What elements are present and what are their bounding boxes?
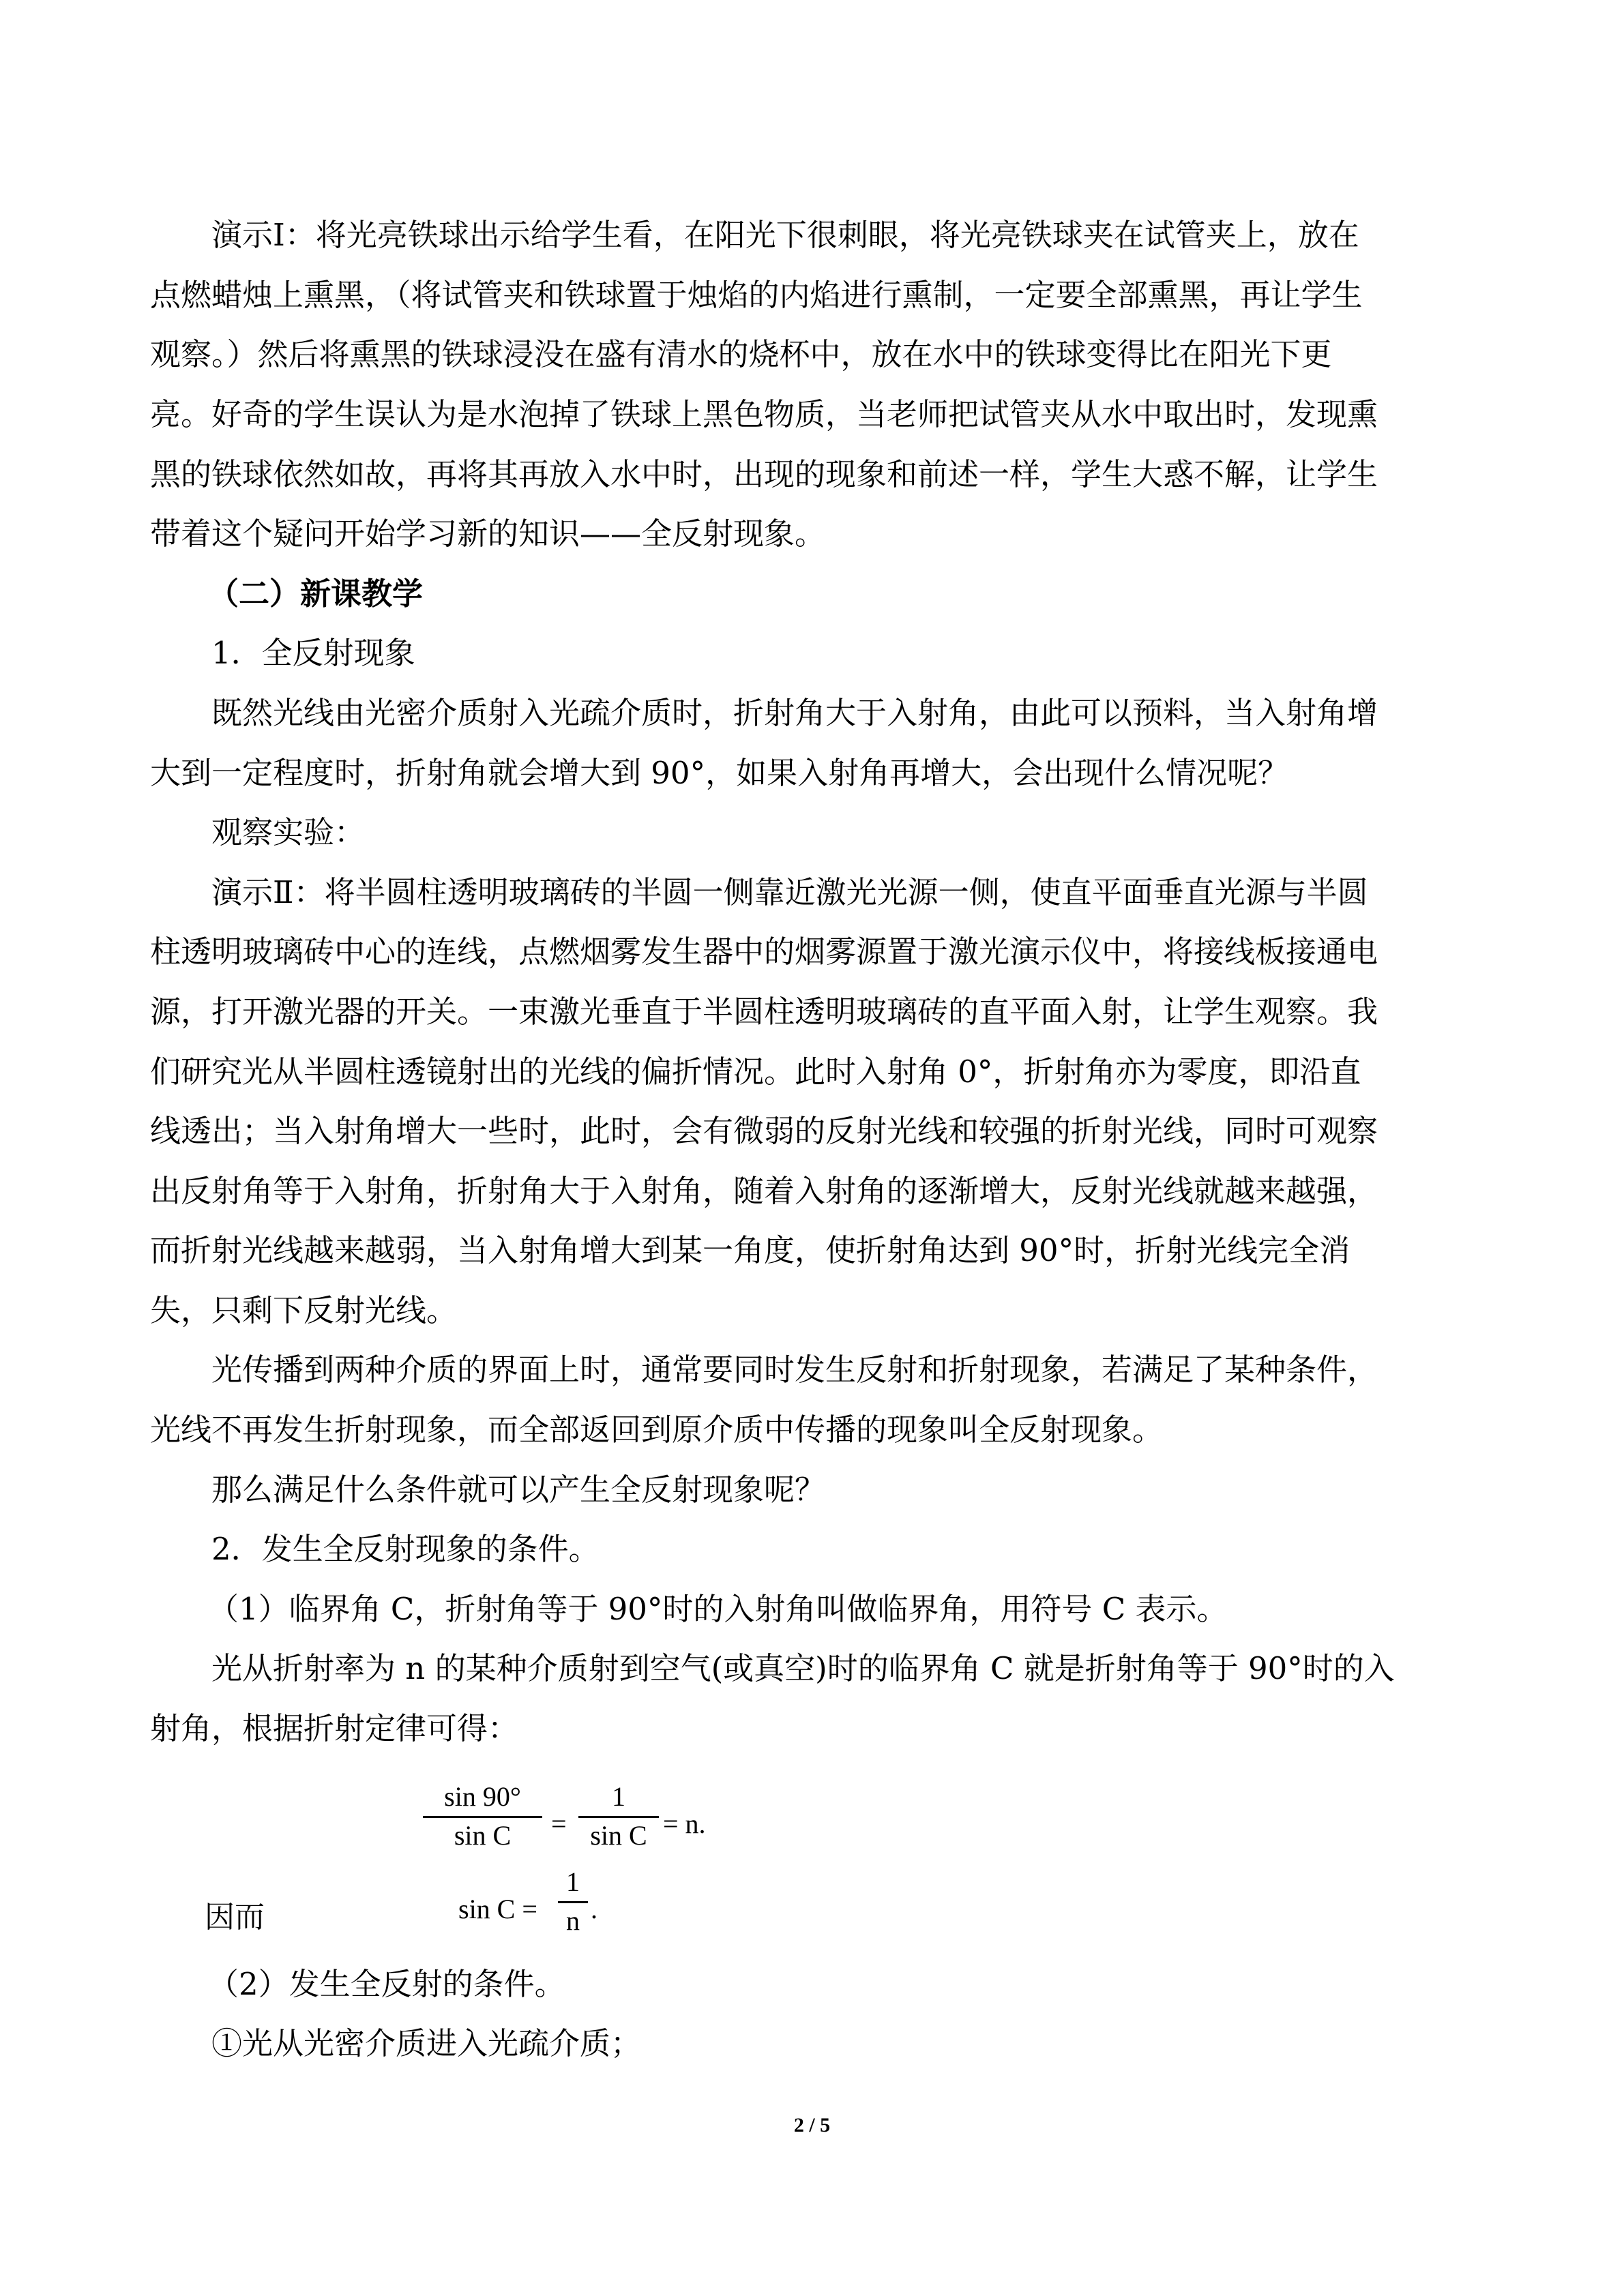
paragraph-line: ①光从光密介质进入光疏介质； [211,2025,642,2061]
paragraph-line: 观察。）然后将熏黑的铁球浸没在盛有清水的烧杯中，放在水中的铁球变得比在阳光下更 [150,336,1332,372]
paragraph-line: 演示Ⅱ：将半圆柱透明玻璃砖的半圆一侧靠近激光光源一侧，使直平面垂直光源与半圆 [211,874,1368,910]
fraction [578,1783,659,1849]
paragraph-line: 光传播到两种介质的界面上时，通常要同时发生反射和折射现象，若满足了某种条件， [211,1352,1378,1388]
subsection-heading: 1．全反射现象 [211,635,415,671]
fraction-bar [558,1901,588,1903]
formula-lhs: sin C = [458,1894,537,1924]
numerator: 1 [612,1781,625,1812]
paragraph-line: 亮。好奇的学生误认为是水泡掉了铁球上黑色物质，当老师把试管夹从水中取出时，发现熏 [150,396,1378,432]
paragraph-line: 黑的铁球依然如故，再将其再放入水中时，出现的现象和前述一样，学生大惑不解，让学生 [150,456,1378,492]
paragraph-line: 失，只剩下反射光线。 [150,1292,458,1328]
paragraph-line: 光线不再发生折射现象，而全部返回到原介质中传播的现象叫全反射现象。 [150,1412,1164,1448]
fraction-bar [423,1816,542,1818]
section-heading: （二）新课教学 [208,576,424,612]
denominator: sin C [454,1820,512,1851]
fraction-bar [578,1816,659,1818]
paragraph-line: 光从折射率为 n 的某种介质射到空气(或真空)时的临界角 C 就是折射角等于 90°时的入 [211,1650,1395,1686]
denominator: sin C [590,1820,647,1851]
paragraph-line: 射角，根据折射定律可得： [150,1710,519,1746]
paragraph-line: 那么满足什么条件就可以产生全反射现象呢？ [211,1472,826,1508]
fraction [558,1868,588,1935]
paragraph-line: 线透出；当入射角增大一些时，此时，会有微弱的反射光线和较强的折射光线，同时可观察 [150,1113,1378,1149]
paragraph-line: 出反射角等于入射角，折射角大于入射角，随着入射角的逐渐增大，反射光线就越来越强， [150,1173,1378,1209]
formula-label: 因而 [205,1900,265,1935]
paragraph-line: 演示Ⅰ：将光亮铁球出示给学生看，在阳光下很刺眼，将光亮铁球夹在试管夹上，放在 [211,217,1359,253]
paragraph-line: 点燃蜡烛上熏黑，（将试管夹和铁球置于烛焰的内焰进行熏制，一定要全部熏黑，再让学生 [150,277,1363,313]
paragraph-line: 柱透明玻璃砖中心的连线，点燃烟雾发生器中的烟雾源置于激光演示仪中，将接线板接通电 [150,934,1378,970]
paragraph-line: （1）临界角 C，折射角等于 90°时的入射角叫做临界角，用符号 C 表示。 [208,1591,1228,1627]
paragraph-line: 而折射光线越来越弱，当入射角增大到某一角度，使折射角达到 90°时，折射光线完全消 [150,1232,1350,1268]
paragraph-line: 们研究光从半圆柱透镜射出的光线的偏折情况。此时入射角 0°，折射角亦为零度，即沿直 [150,1054,1361,1090]
paragraph-line: 观察实验： [211,814,366,850]
period: . [591,1894,597,1924]
paragraph-line: （2）发生全反射的条件。 [208,1966,565,2002]
paragraph-line: 大到一定程度时，折射角就会增大到 90°，如果入射角再增大，会出现什么情况呢？ [150,755,1289,791]
page-number: 2 / 5 [793,2114,831,2136]
paragraph-line: 带着这个疑问开始学习新的知识——全反射现象。 [150,516,826,552]
subsection-heading: 2．发生全反射现象的条件。 [211,1531,600,1567]
paragraph-line: 源，打开激光器的开关。一束激光垂直于半圆柱透明玻璃砖的直平面入射，让学生观察。我 [150,994,1378,1030]
denominator: n [566,1905,580,1936]
fraction [423,1783,542,1849]
numerator: 1 [566,1866,580,1897]
result: = n. [663,1808,706,1839]
paragraph-line: 既然光线由光密介质射入光疏介质时，折射角大于入射角，由此可以预料，当入射角增 [211,695,1378,731]
numerator: sin 90° [444,1781,521,1812]
equals-sign: = [551,1808,567,1839]
